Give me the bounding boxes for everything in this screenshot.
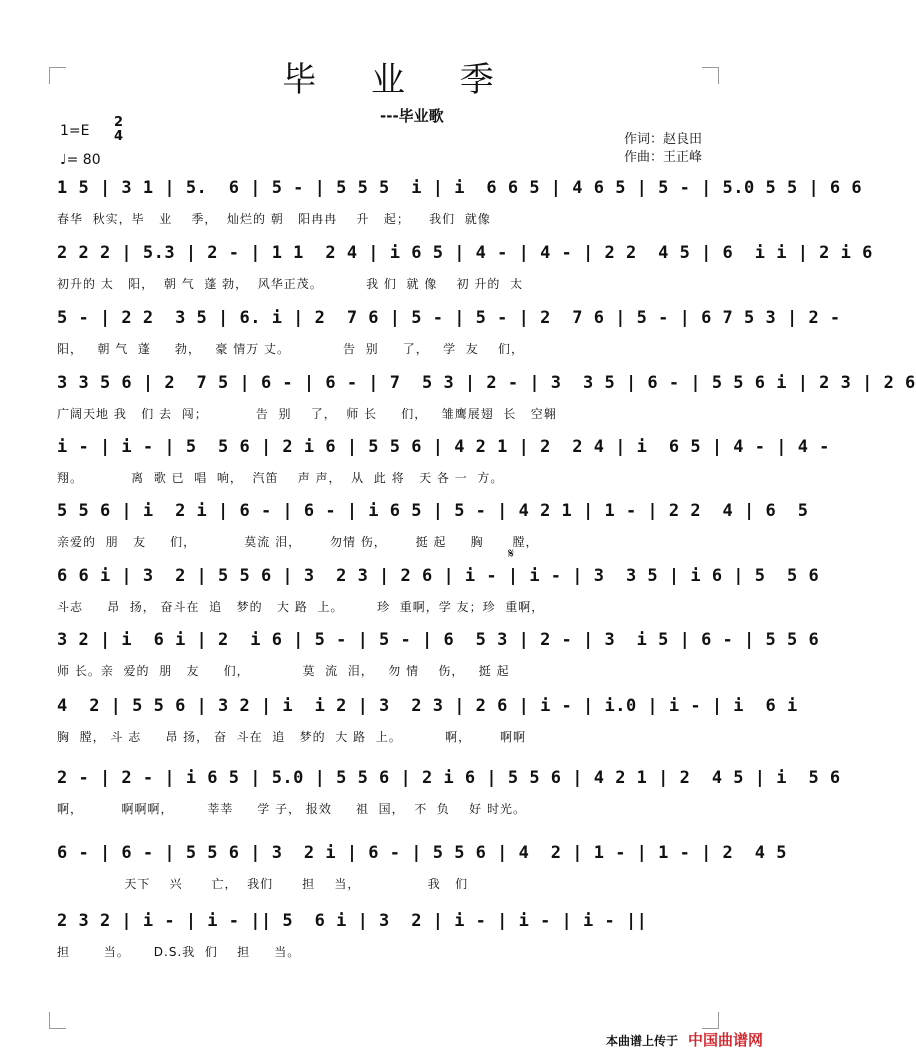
notation-row: 3 2 | i 6 i | 2 i 6 | 5 - | 5 - | 6 5 3 | 2 - | 3 i 5 | 6 - | 5 5 6 <box>57 630 820 650</box>
lyric-row: 初升的 太 阳， 朝 气 蓬 勃， 风华正茂。 我 们 就 像 初 升的 太 <box>57 277 524 291</box>
song-subtitle: ---毕业歌 <box>380 107 444 125</box>
upload-note: 本曲谱上传于 <box>606 1034 679 1048</box>
composer-credit: 作曲：王正峰 <box>624 150 703 165</box>
lyric-row: 广阔天地 我 们 去 闯； 告 别 了， 师 长 们， 雏鹰展翅 长 空翱 <box>57 407 557 421</box>
segno-sign: 𝄋 <box>508 546 515 562</box>
notation-row: 1 5 | 3 1 | 5. 6 | 5 - | 5 5 5 i | i 6 6 5 | 4 6 5 | 5 - | 5.0 5 5 | 6 6 <box>57 178 863 198</box>
time-signature-top: 2 <box>114 115 124 130</box>
notation-row: i - | i - | 5 5 6 | 2 i 6 | 5 5 6 | 4 2 1 | 2 2 4 | i 6 5 | 4 - | 4 - <box>57 437 830 457</box>
lyric-row: 阳， 朝 气 蓬 勃， 豪 情万 丈。 告 别 了， 学 友 们， <box>57 342 525 356</box>
lyric-row: 胸 膛， 斗 志 昂 扬， 奋 斗在 追 梦的 大 路 上。 啊， 啊啊 <box>57 730 526 744</box>
notation-row: 2 2 2 | 5.3 | 2 - | 1 1 2 4 | i 6 5 | 4 - | 4 - | 2 2 4 5 | 6 i i | 2 i 6 <box>57 243 873 263</box>
time-signature-bottom: 4 <box>114 129 124 144</box>
lyric-row: 亲爱的 朋 友 们， 莫流 泪， 勿情 伤， 挺 起 胸 膛， <box>57 535 539 549</box>
lyric-row: 天下 兴 亡， 我们 担 当， 我 们 <box>57 877 469 891</box>
corner-mark-bottom-right <box>702 1012 719 1029</box>
notation-row: 5 - | 2 2 3 5 | 6. i | 2 7 6 | 5 - | 5 - | 2 7 6 | 5 - | 6 7 5 3 | 2 - <box>57 308 841 328</box>
site-logo: 中国曲谱网 <box>688 1031 764 1049</box>
lyric-row: 春华 秋实，毕 业 季， 灿烂的 朝 阳冉冉 升 起； 我们 就像 <box>57 212 491 226</box>
lyricist-credit: 作词：赵良田 <box>624 132 703 147</box>
lyric-row: 斗志 昂 扬， 奋斗在 追 梦的 大 路 上。 珍 重啊，学 友；珍 重啊， <box>57 600 545 614</box>
time-signature <box>114 116 123 144</box>
corner-mark-bottom-left <box>49 1012 66 1029</box>
notation-row: 6 - | 6 - | 5 5 6 | 3 2 i | 6 - | 5 5 6 | 4 2 | 1 - | 1 - | 2 4 5 <box>57 843 787 863</box>
notation-row: 6 6 i | 3 2 | 5 5 6 | 3 2 3 | 2 6 | i - | i - | 3 3 5 | i 6 | 5 5 6 <box>57 566 820 586</box>
lyric-row: 翔。 离 歌 已 唱 响， 汽笛 声 声， 从 此 将 天 各 一 方。 <box>57 471 504 485</box>
lyric-row: 啊， 啊啊啊， 莘莘 学 子， 报效 祖 国， 不 负 好 时光。 <box>57 802 526 816</box>
tempo-marking: ♩= 80 <box>60 152 101 168</box>
lyric-row: 担 当。 D.S.我 们 担 当。 <box>57 945 301 959</box>
notation-row: 2 - | 2 - | i 6 5 | 5.0 | 5 5 6 | 2 i 6 | 5 5 6 | 4 2 1 | 2 4 5 | i 5 6 <box>57 768 841 788</box>
notation-row: 3 3 5 6 | 2 7 5 | 6 - | 6 - | 7 5 3 | 2 - | 3 3 5 | 6 - | 5 5 6 i | 2 3 | 2 6 <box>57 373 916 393</box>
notation-row: 4 2 | 5 5 6 | 3 2 | i i 2 | 3 2 3 | 2 6 | i - | i.0 | i - | i 6 i <box>57 696 798 716</box>
lyric-row: 师 长。亲 爱的 朋 友 们， 莫 流 泪， 勿 情 伤， 挺 起 <box>57 664 510 678</box>
notation-row: 5 5 6 | i 2 i | 6 - | 6 - | i 6 5 | 5 - | 4 2 1 | 1 - | 2 2 4 | 6 5 <box>57 501 809 521</box>
song-title: 毕 业 季 <box>282 60 516 100</box>
key-signature: 1=E <box>60 123 90 139</box>
notation-row: 2 3 2 | i - | i - || 5 6 i | 3 2 | i - | i - | i - || <box>57 911 648 931</box>
